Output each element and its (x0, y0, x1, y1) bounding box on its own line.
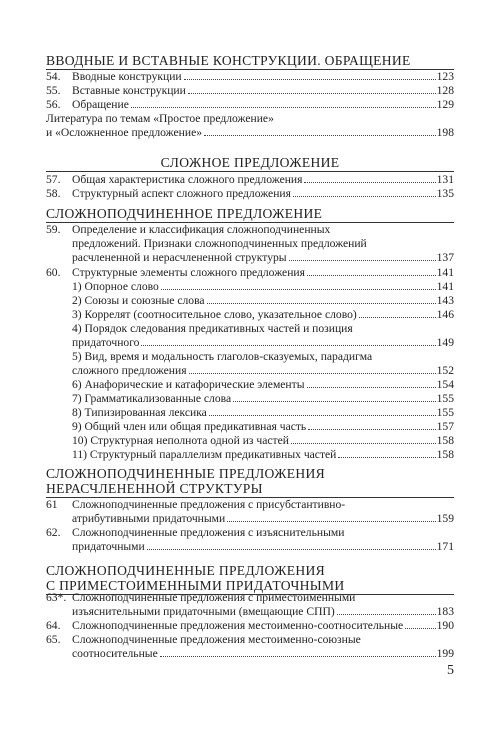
leader-dots (147, 549, 436, 550)
toc-entry-62[interactable] (46, 526, 454, 554)
entry-page: 146 (436, 308, 454, 321)
leader-dots (207, 303, 436, 304)
toc-entry-60[interactable] (46, 266, 454, 280)
heading-line-2: С ПРИМЕСТОИМЕННЫМИ ПРИДАТОЧНЫМИ (46, 578, 345, 593)
subentry-title: 6) Анафорические и катафорические элементы (72, 378, 305, 391)
entry-title: Общая характеристика сложного предложения (72, 173, 303, 186)
subentry-title: 7) Грамматикализованные слова (72, 392, 232, 405)
entry-number: 61 (46, 498, 58, 511)
leader-dots (188, 93, 436, 94)
leader-dots (204, 135, 436, 136)
toc-entry-59[interactable] (46, 223, 454, 266)
entry-page: 155 (436, 392, 454, 405)
toc-entry-65[interactable] (46, 633, 454, 661)
leader-dots (160, 656, 436, 657)
entry-number: 58. (46, 187, 61, 200)
leader-dots (307, 387, 436, 388)
literature-line-1: Литература по темам «Простое предложение» (46, 112, 274, 125)
toc-subentry-6[interactable] (46, 378, 454, 392)
toc-entry-54[interactable] (46, 70, 454, 84)
toc-subentry-9[interactable] (46, 420, 454, 434)
toc-page (46, 0, 454, 732)
entry-number: 64. (46, 619, 61, 632)
entry-title-line-2: изъяснительными придаточными (вмещающие СПП) (72, 605, 335, 619)
entry-page: 154 (436, 378, 454, 391)
toc-entry-literature[interactable] (46, 112, 454, 140)
entry-title-line-1: Сложноподчиненные предложения местоименно-союзные (72, 633, 361, 646)
subentry-title-line-2: придаточного (72, 336, 140, 350)
toc-subentry-5[interactable] (46, 350, 454, 378)
entry-page: 141 (436, 266, 454, 279)
entry-number: 56. (46, 98, 61, 111)
entry-title-line-2: придаточными (72, 540, 145, 554)
subentry-title: 3) Коррелят (соотносительное слово, указательное слово) (72, 308, 357, 321)
literature-line-2: и «Осложненное предложение» (46, 126, 203, 140)
entry-page: 183 (436, 605, 454, 619)
entry-title-line-1: Определение и классификация сложноподчиненных (72, 223, 331, 236)
page-number: 5 (447, 663, 454, 678)
section-heading-nonsplit (46, 466, 454, 498)
entry-title: Структурные элементы сложного предложения (72, 266, 305, 279)
entry-page: 199 (436, 647, 454, 661)
toc-subentry-11[interactable] (46, 448, 454, 462)
leader-dots (405, 628, 435, 629)
subentry-title: 9) Общий член или общая предикативная часть (72, 420, 307, 433)
leader-dots (184, 79, 436, 80)
leader-dots (291, 443, 436, 444)
entry-page: 137 (436, 251, 454, 265)
entry-title: Вводные конструкции (72, 70, 182, 83)
leader-dots (289, 260, 436, 261)
entry-page: 198 (436, 126, 454, 140)
toc-entry-57[interactable] (46, 173, 454, 187)
subentry-title: 10) Структурная неполнота одной из частей (72, 434, 289, 447)
entry-title-line-2: предложений. Признаки сложноподчиненных предложений (72, 237, 367, 251)
subentry-title-line-1: 4) Порядок следования предикативных частей и позиция (72, 322, 353, 335)
entry-page: 135 (436, 187, 454, 200)
section-heading-complex: СЛОЖНОЕ ПРЕДЛОЖЕНИЕ (46, 155, 454, 172)
toc-entry-56[interactable] (46, 98, 454, 112)
leader-dots (307, 275, 436, 276)
entry-title: Структурный аспект сложного предложения (72, 187, 291, 200)
entry-title-line-1: Сложноподчиненные предложения с присубстантивно- (72, 498, 346, 511)
toc-entry-61[interactable] (46, 498, 454, 526)
heading-line-1: СЛОЖНОПОДЧИНЕННЫЕ ПРЕДЛОЖЕНИЯ (46, 466, 325, 481)
entry-number: 62. (46, 526, 61, 539)
toc-entry-55[interactable] (46, 84, 454, 98)
entry-title-line-2: соотносительные (72, 647, 158, 661)
subentry-title-line-1: 5) Вид, время и модальность глаголов-сказуемых, парадигма (72, 350, 373, 363)
toc-subentry-4[interactable] (46, 322, 454, 350)
toc-subentry-1[interactable] (46, 280, 454, 294)
leader-dots (304, 182, 435, 183)
entry-title-line-2: атрибутивными придаточными (72, 512, 226, 526)
leader-dots (359, 317, 436, 318)
entry-page: 159 (436, 512, 454, 526)
entry-page: 123 (436, 70, 454, 83)
entry-number: 55. (46, 84, 61, 97)
heading-line-1: СЛОЖНОПОДЧИНЕННЫЕ ПРЕДЛОЖЕНИЯ (46, 563, 325, 578)
leader-dots (293, 196, 436, 197)
leader-dots (209, 415, 436, 416)
entry-page: 157 (436, 420, 454, 433)
subentry-title: 11) Структурный параллелизм предикативных частей (72, 448, 337, 461)
leader-dots (131, 107, 436, 108)
entry-page: 149 (436, 336, 454, 350)
entry-page: 131 (436, 173, 454, 186)
subentry-title: 1) Опорное слово (72, 280, 159, 293)
leader-dots (338, 457, 435, 458)
entry-page: 155 (436, 406, 454, 419)
subentry-title: 8) Типизированная лексика (72, 406, 207, 419)
toc-entry-64[interactable] (46, 619, 454, 633)
entry-title: Вставные конструкции (72, 84, 186, 97)
entry-number: 63*. (46, 591, 67, 604)
leader-dots (227, 521, 435, 522)
toc-entry-58[interactable] (46, 187, 454, 201)
entry-page: 129 (436, 98, 454, 111)
section-heading-intro: ВВОДНЫЕ И ВСТАВНЫЕ КОНСТРУКЦИИ. ОБРАЩЕНИЕ (46, 53, 454, 70)
toc-subentry-8[interactable] (46, 406, 454, 420)
section-heading-spp: СЛОЖНОПОДЧИНЕННОЕ ПРЕДЛОЖЕНИЕ (46, 206, 454, 223)
entry-number: 54. (46, 70, 61, 83)
entry-title-line-1: Сложноподчиненные предложения с приместоименными (72, 591, 356, 604)
leader-dots (233, 401, 436, 402)
toc-subentry-10[interactable] (46, 434, 454, 448)
heading-line-2: НЕРАСЧЛЕНЕННОЙ СТРУКТУРЫ (46, 481, 263, 496)
entry-number: 60. (46, 266, 61, 279)
entry-title: Сложноподчиненные предложения местоименно-соотносительные (72, 619, 404, 632)
entry-title-line-3: расчлененной и нерасчлененной структуры (72, 251, 287, 265)
leader-dots (189, 373, 436, 374)
entry-page: 143 (436, 294, 454, 307)
leader-dots (308, 429, 435, 430)
leader-dots (337, 614, 436, 615)
entry-page: 158 (436, 434, 454, 447)
entry-title-line-1: Сложноподчиненные предложения с изъяснительными (72, 526, 345, 539)
entry-page: 171 (436, 540, 454, 554)
subentry-title-line-2: сложного предложения (72, 364, 187, 378)
toc-subentry-7[interactable] (46, 392, 454, 406)
entry-number: 59. (46, 223, 61, 236)
entry-page: 190 (436, 619, 454, 632)
entry-number: 57. (46, 173, 61, 186)
entry-title: Обращение (72, 98, 129, 111)
toc-subentry-3[interactable] (46, 308, 454, 322)
leader-dots (141, 345, 435, 346)
entry-page: 152 (436, 364, 454, 378)
leader-dots (161, 289, 436, 290)
toc-entry-63[interactable] (46, 591, 454, 619)
entry-page: 141 (436, 280, 454, 293)
toc-subentry-2[interactable] (46, 294, 454, 308)
subentry-title: 2) Союзы и союзные слова (72, 294, 205, 307)
entry-page: 128 (436, 84, 454, 97)
entry-number: 65. (46, 633, 61, 646)
entry-page: 158 (436, 448, 454, 461)
